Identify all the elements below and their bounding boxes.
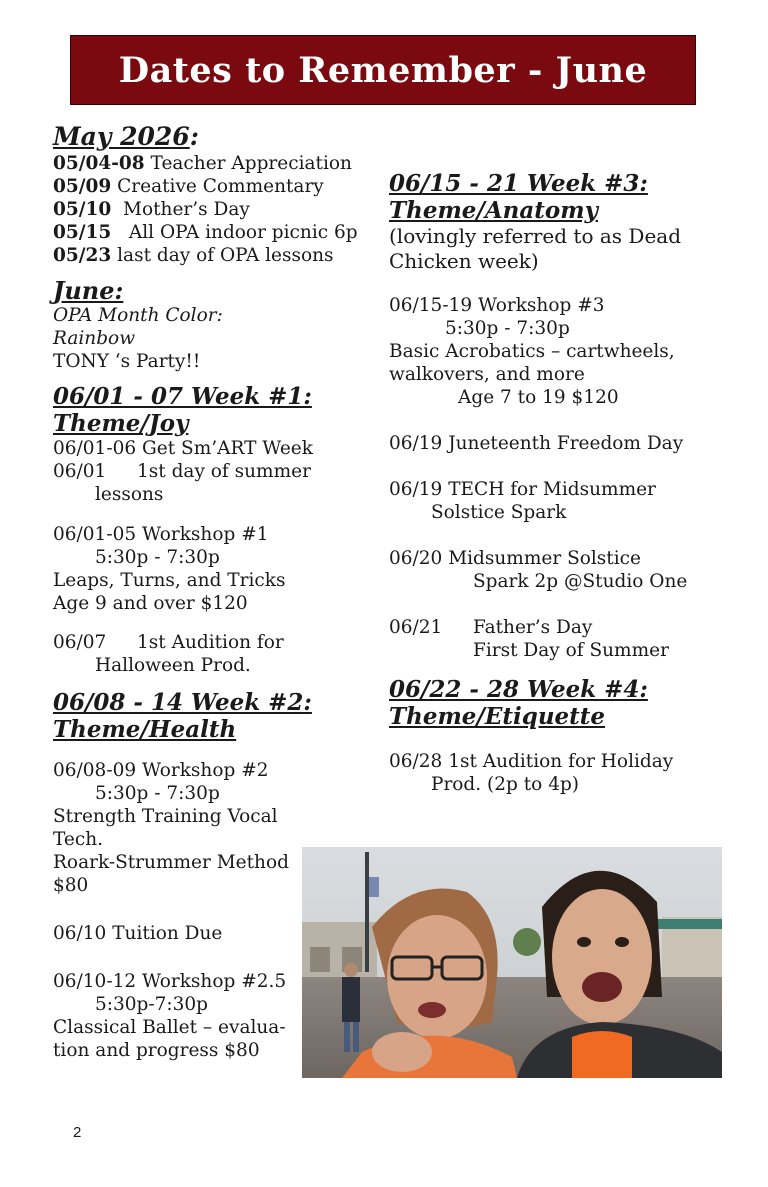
week1-workshop-age: Age 9 and over $120 bbox=[53, 593, 248, 614]
may-item bbox=[53, 198, 383, 221]
week2-workshop-line: Strength Training Vocal bbox=[53, 806, 278, 827]
may-item-date: 05/15 bbox=[53, 222, 112, 243]
week1-workshop-time: 5:30p - 7:30p bbox=[95, 547, 220, 568]
week1-theme: Theme/Joy bbox=[53, 410, 189, 437]
week3-workshop-line: walkovers, and more bbox=[389, 364, 585, 385]
may-item-text: All OPA indoor picnic 6p bbox=[111, 222, 358, 243]
week1-first-day-date: 06/01 bbox=[53, 461, 107, 482]
week3-workshop: 06/15-19 Workshop #3 bbox=[389, 295, 605, 316]
june-party: TONY ‘s Party!! bbox=[53, 351, 201, 372]
page-number: 2 bbox=[73, 1124, 82, 1141]
right-column bbox=[389, 170, 729, 796]
week2-workshop-time: 5:30p - 7:30p bbox=[95, 783, 220, 804]
week3-note-cont: Chicken week) bbox=[389, 249, 539, 273]
selfie-photo bbox=[302, 847, 722, 1078]
week4-audition: 06/28 1st Audition for Holiday bbox=[389, 751, 674, 772]
week4-theme: Theme/Etiquette bbox=[389, 703, 606, 730]
week3-fathers-day bbox=[389, 616, 729, 639]
may-item bbox=[53, 221, 383, 244]
week2-workshop25-time: 5:30p-7:30p bbox=[95, 994, 209, 1015]
week1-heading: 06/01 - 07 Week #1: bbox=[53, 383, 312, 410]
may-item-date: 05/09 bbox=[53, 176, 112, 197]
may-heading bbox=[53, 122, 383, 152]
week1-audition-text: 1st Audition for bbox=[137, 632, 284, 653]
june-color-value: Rainbow bbox=[53, 328, 136, 349]
week3-workshop-age: Age 7 to 19 $120 bbox=[458, 387, 619, 408]
week2-workshop-line: Tech. bbox=[53, 829, 104, 850]
week3-first-day-summer: First Day of Summer bbox=[473, 640, 669, 661]
may-item-date: 05/10 bbox=[53, 199, 112, 220]
week1-workshop: 06/01-05 Workshop #1 bbox=[53, 524, 269, 545]
week1-workshop-title: Leaps, Turns, and Tricks bbox=[53, 570, 286, 591]
week2-workshop25: 06/10-12 Workshop #2.5 bbox=[53, 971, 287, 992]
week1-audition-date: 06/07 bbox=[53, 632, 107, 653]
may-item-date: 05/04-08 bbox=[53, 153, 145, 174]
may-item-text: Creative Commentary bbox=[111, 176, 324, 197]
may-item bbox=[53, 152, 383, 175]
may-heading-colon: : bbox=[189, 122, 199, 151]
week3-juneteenth: 06/19 Juneteenth Freedom Day bbox=[389, 433, 684, 454]
page-title: Dates to Remember - June bbox=[118, 49, 648, 91]
may-item-text: Mother’s Day bbox=[111, 199, 250, 220]
may-item bbox=[53, 244, 383, 267]
week3-note: (lovingly referred to as Dead bbox=[389, 224, 682, 248]
week2-theme: Theme/Health bbox=[53, 716, 237, 743]
week4-heading: 06/22 - 28 Week #4: bbox=[389, 676, 648, 703]
title-banner bbox=[70, 35, 696, 105]
may-item bbox=[53, 175, 383, 198]
june-heading: June: bbox=[53, 276, 124, 305]
may-item-date: 05/23 bbox=[53, 245, 112, 266]
week2-workshop-line: Roark-Strummer Method bbox=[53, 852, 289, 873]
may-heading-text: May 2026 bbox=[53, 122, 190, 151]
week2-workshop: 06/08-09 Workshop #2 bbox=[53, 760, 269, 781]
week1-audition-cont: Halloween Prod. bbox=[95, 655, 251, 676]
week3-tech-cont: Solstice Spark bbox=[431, 502, 567, 523]
week3-solstice: 06/20 Midsummer Solstice bbox=[389, 548, 641, 569]
week1-first-day bbox=[53, 460, 383, 483]
week4-audition-cont: Prod. (2p to 4p) bbox=[431, 774, 580, 795]
week2-workshop25-line: tion and progress $80 bbox=[53, 1040, 260, 1061]
may-item-text: Teacher Appreciation bbox=[144, 153, 352, 174]
week1-smart: 06/01-06 Get Sm’ART Week bbox=[53, 438, 313, 459]
week3-fathers-date: 06/21 bbox=[389, 617, 443, 638]
week3-workshop-line: Basic Acrobatics – cartwheels, bbox=[389, 341, 675, 362]
week3-tech: 06/19 TECH for Midsummer bbox=[389, 479, 656, 500]
week2-workshop-price: $80 bbox=[53, 875, 89, 896]
week3-workshop-time: 5:30p - 7:30p bbox=[445, 318, 570, 339]
week1-first-day-cont: lessons bbox=[95, 484, 164, 505]
june-color-label: OPA Month Color: bbox=[53, 305, 223, 326]
week3-fathers-text: Father’s Day bbox=[473, 617, 593, 638]
week1-first-day-text: 1st day of summer bbox=[137, 461, 311, 482]
week2-workshop25-line: Classical Ballet – evalua- bbox=[53, 1017, 286, 1038]
may-item-text: last day of OPA lessons bbox=[111, 245, 334, 266]
week3-theme: Theme/Anatomy bbox=[389, 197, 598, 224]
week3-solstice-cont: Spark 2p @Studio One bbox=[473, 571, 688, 592]
week1-audition bbox=[53, 631, 383, 654]
week2-heading: 06/08 - 14 Week #2: bbox=[53, 689, 312, 716]
week2-tuition: 06/10 Tuition Due bbox=[53, 923, 223, 944]
week3-heading: 06/15 - 21 Week #3: bbox=[389, 170, 648, 197]
